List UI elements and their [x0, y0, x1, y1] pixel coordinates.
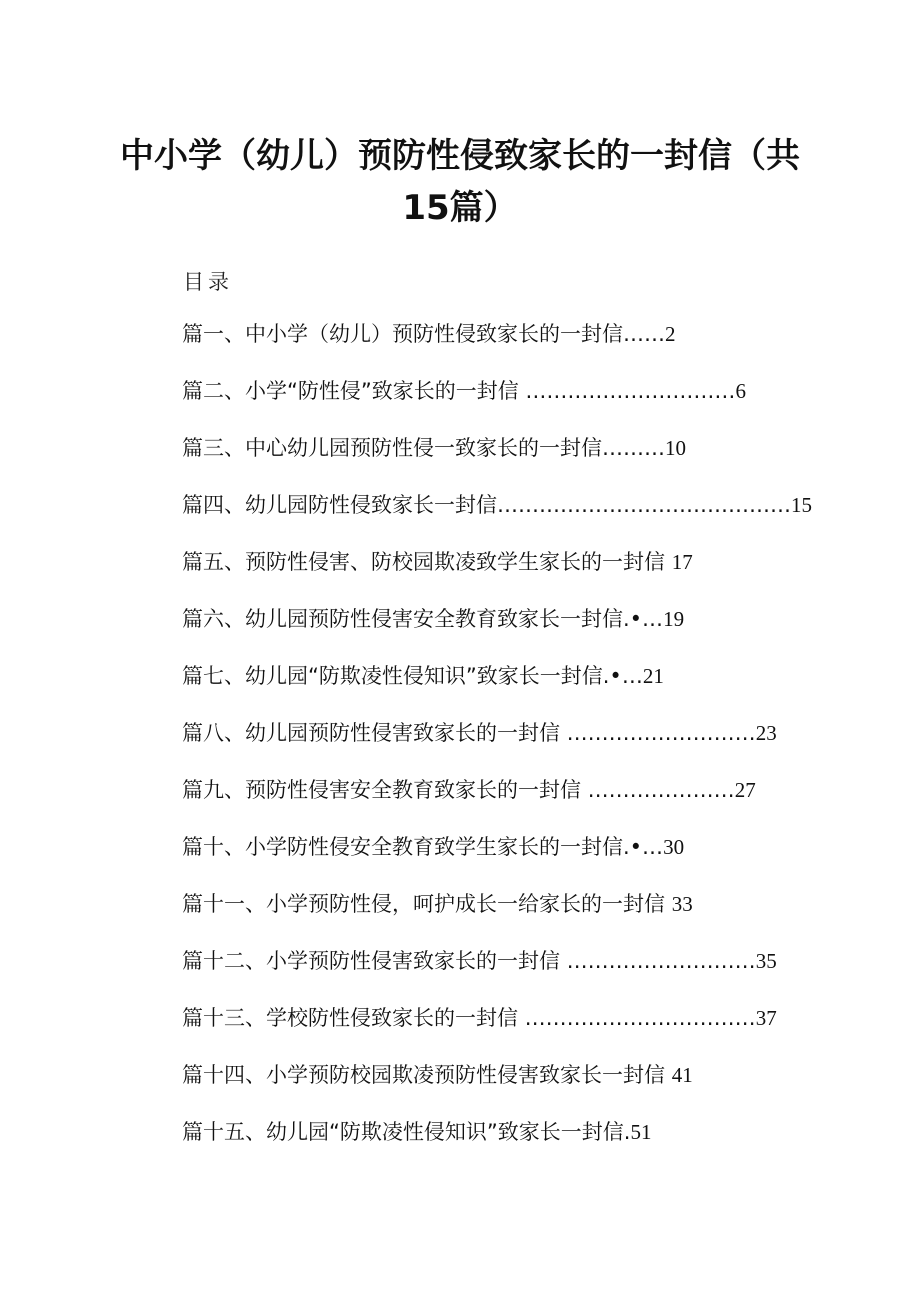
toc-entry[interactable] — [182, 544, 782, 601]
toc-entry-page-number: 51 — [630, 1120, 652, 1144]
toc-entry-title: 篇十、小学防性侵安全教育致学生家长的一封信.•… — [182, 835, 664, 859]
toc-entry[interactable] — [182, 943, 782, 1000]
toc-entry-title: 篇十四、小学预防校园欺凌预防性侵害致家长一封信 — [182, 1063, 672, 1087]
toc-entry[interactable] — [182, 373, 782, 430]
toc-entry[interactable] — [182, 1000, 782, 1057]
toc-entry-page-number: 2 — [665, 322, 676, 346]
toc-entry-page-number: 17 — [671, 550, 693, 574]
toc-entry[interactable] — [182, 601, 782, 658]
toc-entry[interactable] — [182, 430, 782, 487]
toc-entry-title: 篇五、预防性侵害、防校园欺凌致学生家长的一封信 — [182, 550, 672, 574]
toc-entry-page-number: 21 — [642, 664, 664, 688]
toc-entry-page-number: 33 — [671, 892, 693, 916]
toc-entry[interactable] — [182, 316, 782, 373]
toc-entry-page-number: 35 — [755, 949, 777, 973]
toc-entry-title: 篇一、中小学（幼儿）预防性侵致家长的一封信…… — [182, 322, 665, 346]
toc-entry-page-number: 15 — [791, 493, 812, 517]
toc-entry[interactable] — [182, 487, 812, 544]
toc-entry[interactable] — [182, 1114, 782, 1171]
toc-entry-title: 篇二、小学“防性侵”致家长的一封信 ………………………… — [182, 379, 736, 403]
toc-entry-title: 篇十二、小学预防性侵害致家长的一封信 ……………………… — [182, 949, 756, 973]
toc-entry-page-number: 27 — [734, 778, 756, 802]
toc-entry-page-number: 30 — [663, 835, 685, 859]
toc-entry[interactable] — [182, 772, 782, 829]
toc-heading: 目录 — [183, 270, 233, 294]
toc-entry-title: 篇三、中心幼儿园预防性侵一致家长的一封信……… — [182, 436, 665, 460]
toc-entry[interactable] — [182, 658, 782, 715]
toc-entry-title: 篇六、幼儿园预防性侵害安全教育致家长一封信.•… — [182, 607, 664, 631]
toc-entry[interactable] — [182, 829, 782, 886]
toc-entry[interactable] — [182, 1057, 782, 1114]
toc-entry-page-number: 41 — [671, 1063, 693, 1087]
toc-entry-title: 篇八、幼儿园预防性侵害致家长的一封信 ……………………… — [182, 721, 756, 745]
toc-entry-title: 篇十一、小学预防性侵，呵护成长一给家长的一封信 — [182, 892, 672, 916]
toc-entry-page-number: 37 — [755, 1006, 777, 1030]
toc-entry-title: 篇四、幼儿园防性侵致家长一封信…………………………………… — [182, 493, 791, 517]
toc-entry-page-number: 6 — [735, 379, 746, 403]
toc-entry-page-number: 10 — [665, 436, 686, 460]
toc-entry-title: 篇七、幼儿园“防欺凌性侵知识”致家长一封信.•… — [182, 664, 643, 688]
toc-entry-title: 篇十五、幼儿园“防欺凌性侵知识”致家长一封信. — [182, 1120, 631, 1144]
toc-entry[interactable] — [182, 886, 782, 943]
toc-entry-page-number: 23 — [755, 721, 777, 745]
table-of-contents — [182, 316, 812, 1171]
title-line-1: 中小学（幼儿）预防性侵致家长的一封信（共 — [120, 136, 800, 176]
toc-entry-title: 篇九、预防性侵害安全教育致家长的一封信 ………………… — [182, 778, 735, 802]
toc-entry-title: 篇十三、学校防性侵致家长的一封信 …………………………… — [182, 1006, 756, 1030]
toc-entry-page-number: 19 — [663, 607, 685, 631]
document-title — [120, 130, 800, 234]
toc-entry[interactable] — [182, 715, 782, 772]
title-line-2: 15篇） — [402, 188, 518, 228]
